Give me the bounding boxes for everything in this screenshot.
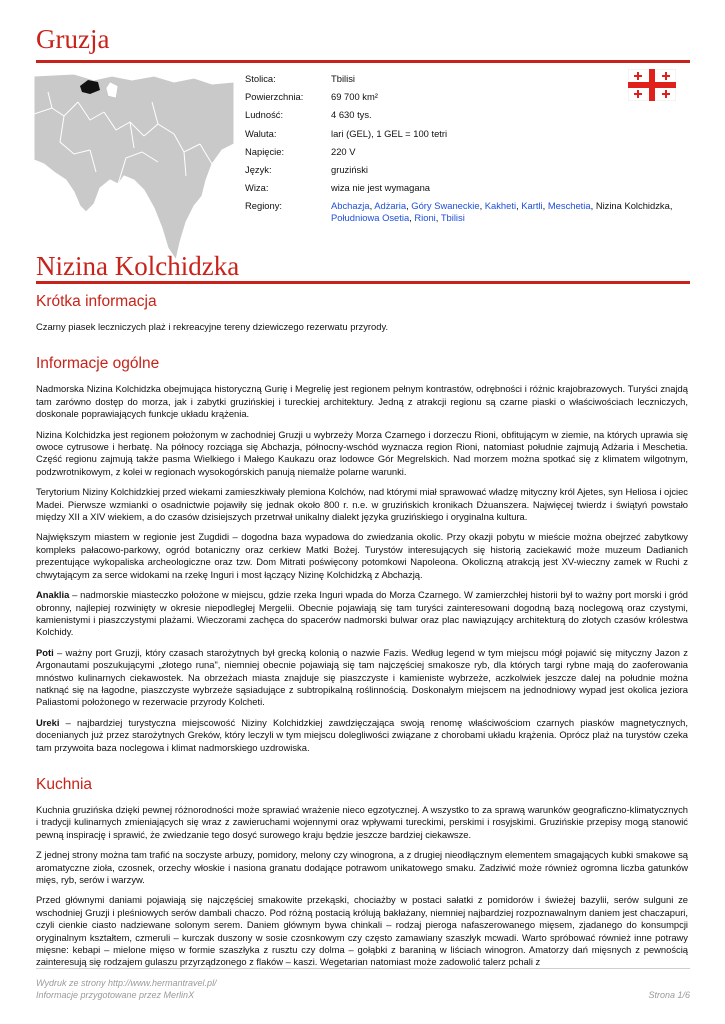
place-description: – najbardziej turystyczna miejscowość Niziny Kolchidzkiej zawdzięczająca swoją renomę właściwościom czarnych piasków magnetycznych, docenianych już przez starożytnych Greków, który leczyli w tym miejscu dolegliwości związane z chorobami układu krążenia. Oprócz plaż na turystów czeka tam przywoita baza noclegowa i klimat nadmorskiego uzdrowiska. — [36, 716, 688, 753]
fact-value: lari (GEL), 1 GEL = 100 tetri — [331, 127, 448, 139]
fact-label: Wiza: — [245, 182, 269, 194]
page-number: Strona 1/6 — [648, 990, 690, 1000]
footer-divider — [36, 968, 690, 969]
title-underline — [36, 60, 690, 63]
region-title: Nizina Kolchidzka — [36, 251, 240, 281]
footer-source: Wydruk ze strony http://www.hermantravel.pl/ — [36, 978, 217, 988]
paragraph: Największym miastem w regionie jest Zugdidi – dogodna baza wypadowa do zwiedzania okolic. Przy okazji pobytu w mieście można obejrzeć zabytkowy kompleks pałacowo-parkowy, ogród botaniczny oraz cerkiew Matki Bożej. Turystów interesujących się historią zaciekawić może muzeum Dadianich prezentujące wykopaliska archeologiczne oraz tzw. Dom Mitrati poświęcony potomkowi Napoleona. Okoliczną atrakcją jest XV-wieczny zamek w Ruchi z chwytającym za serce widokami na rzekę Inguri i most łączący Nizinę Kolchidzką z Abchazją. — [36, 531, 688, 580]
footer-credit: Informacje przygotowane przez MerlinX — [36, 990, 195, 1000]
region-link-adzaria[interactable]: Adżaria — [374, 200, 407, 212]
region-title-underline — [36, 281, 690, 284]
paragraph-ureki — [36, 717, 688, 754]
paragraph-anaklia — [36, 589, 688, 639]
page-footer — [36, 977, 690, 1001]
fact-label: Ludność: — [245, 109, 284, 121]
section-heading-cuisine: Kuchnia — [36, 775, 93, 793]
location-map — [34, 72, 234, 262]
region-link-kakheti[interactable]: Kakheti — [484, 200, 517, 212]
fact-value: 4 630 tys. — [331, 109, 372, 121]
region-link-kartli[interactable]: Kartli — [521, 200, 543, 212]
fact-label: Waluta: — [245, 127, 277, 139]
fact-label: Powierzchnia: — [245, 91, 304, 103]
region-link-tbilisi[interactable]: Tbilisi — [440, 212, 465, 224]
fact-value: 69 700 km² — [331, 91, 378, 103]
paragraph: Kuchnia gruzińska dzięki pewnej różnorodności może sprawiać wrażenie nieco egzotycznej. A wszystko to za sprawą warunków geograficzno-klimatycznych i tradycji kulinarnych zmieniających się wraz z zawieruchami wojennymi oraz wpływami tureckimi, perskimi i rosyjskimi. Gruzińskie przepisy mogą stanowić pewną inspirację i sprawić, że zwiedzanie tego dosyć surowego kraju będzie jeszcze bardziej ciekawsze. — [36, 803, 688, 840]
region-link-gory-swaneckie[interactable]: Góry Swaneckie — [411, 200, 480, 212]
fact-label: Stolica: — [245, 73, 276, 84]
article-content — [36, 292, 688, 977]
facts-table — [245, 73, 691, 224]
region-link-abchazja[interactable]: Abchazja — [331, 200, 370, 212]
place-description: – nadmorskie miasteczko położone w miejscu, gdzie rzeka Inguri wpada do Morza Czarnego. W zamierzchłej historii był to ważny port morski i gród obronny, najlepiej rozwinięty w okresie niepodległej Mergelii. Obecnie pojawiają się tam turyści zainteresowani dogodną bazą noclegową oraz czystymi, kamienistymi i piaszczystymi plażami. Wieczorami zachęca do spacerów nadmorski bulwar oraz plac nawiązujący architekturą do złotych czasów królestwa Kolchidy. — [36, 589, 688, 638]
fact-label: Język: — [245, 163, 272, 175]
fact-value: Tbilisi — [331, 73, 355, 84]
region-link-meschetia[interactable]: Meschetia — [547, 200, 591, 212]
paragraph: Z jednej strony można tam trafić na soczyste arbuzy, pomidory, melony czy winogrona, a z drugiej nieodłącznym elementem smagających kubki smakowe są aromatyczne zioła, czosnek, orzechy włoskie i nasiona granatu dodające potrawom unikatowego smaku. Zadziwić może również ogromna liczba gatunków mięs, ryb, serów i warzyw. — [36, 849, 688, 885]
short-info-text: Czarny piasek leczniczych plaż i rekreacyjne tereny dziewiczego rezerwatu przyrody. — [36, 321, 389, 332]
section-heading-general: Informacje ogólne — [36, 355, 160, 373]
place-name: Anaklia — [36, 589, 70, 601]
region-link-rioni[interactable]: Rioni — [414, 212, 436, 224]
place-name: Ureki — [36, 716, 60, 728]
regions-label: Regiony: — [245, 200, 283, 212]
place-description: – ważny port Gruzji, który czasach starożytnych był grecką kolonią o nazwie Fazis. Według legend w tym miejscu mógł pojawić się mityczny Jazon z Argonautami poszukującymi „złotego runa", niemniej obecnie pojawiają się tam najczęściej smakosze ryb, dla których targi rybne mają do zaoferowania mnóstwo kulinarnych ciekawostek. Na obrzeżach miasta znajduje się piaszczyste i kamieniste wybrzeże, aczkolwiek jeszcze dalej na południe można natknąć się na łagodne, piaszczyste wybrzeże sąsiadujące z subtropikalną roślinnością. Doskonałym miejscem na jednodniowy wypad jest okolica jeziora Paliastomi położonego w rezerwacie przyrody Kolcheti. — [36, 646, 688, 708]
fact-label: Napięcie: — [245, 145, 285, 157]
section-heading-short: Krótka informacja — [36, 293, 157, 310]
paragraph: Nizina Kolchidzka jest regionem położonym w zachodniej Gruzji u wybrzeży Morza Czarnego i dorzeczu Rioni, obfitującym w ziemie, na których uprawia się owoce cytrusowe i herbatę. Na północy rozciąga się Abchazja, północny-wschód wyznacza region Rioni, natomiast południe zajmują Adżaria i Meschetia. Część regionu zajmują także pasma Wielkiego i Małego Kaukazu oraz lodowce Gór Megrelskich. Nad morzem można spotkać się z klimatem wilgotnym, podzwrotnikowym, z kolei w regionach wysokogórskich panują niemalże polarne warunki. — [36, 428, 688, 477]
fact-value: gruziński — [331, 163, 368, 175]
paragraph: Nadmorska Nizina Kolchidzka obejmująca historyczną Gurię i Megrelię jest regionem pełnym kontrastów, odrębności i różnic krajobrazowych. Turyści znajdą tam zarówno dostęp do morza, jak i zabytki gruzińskiej i tureckiej architektury. Jedną z atrakcji regionu są czarne piaski o właściwościach leczniczych, doskonale poprawiających funkcje układu krążenia. — [36, 383, 688, 420]
region-link-poludniowa-osetia[interactable]: Południowa Osetia — [331, 212, 410, 224]
paragraph: Terytorium Niziny Kolchidzkiej przed wiekami zamieszkiwały plemiona Kolchów, nad którymi miał sprawować władzę mityczny król Ajetes, syn Heliosa i ojciec Madei. Pierwsze wzmianki o osadnictwie pojawiły się jednak około 800 r. n.e. w gruzińskich kronikach Dżuanszera. Najwięcej twierdz i świątyń powstało między XII a XIV wiekiem, a do czasów dzisiejszych przetrwał unikalny dialekt języka gruzińskiego i oryginalna kultura. — [36, 486, 688, 523]
place-name: Poti — [36, 646, 54, 658]
fact-value: wiza nie jest wymagana — [331, 182, 431, 194]
georgia-flag-icon — [628, 69, 676, 101]
regions-list: Abchazja, Adżaria, Góry Swaneckie, Kakheti, Kartli, Meschetia, Nizina Kolchidzka, Południowa Osetia, Rioni, Tbilisi — [331, 200, 673, 224]
fact-value: 220 V — [331, 145, 356, 157]
paragraph: Przed głównymi daniami pojawiają się najczęściej smakowite przekąski, chociażby w postaci sałatki z pomidorów i świeżej bazylii, serów sulguni ze wschodniej Gruzji i pleśniowych serów dambali chaczo. Pod różną postacią królują bakłażany, niemniej najbardziej rozpoznawalnym daniem jest chaczapuri, czyli cienkie ciasto nadziewane solonym serem. Daniem głównym bywa chinkali – rodzaj pieroga nafaszerowanego mięsem, zjadanego do konsumpcji oryginalnym kształtem, czmeruli – kurczak duszony w sosie czosnkowym czy często zamawiany szaszłyk mcwadi. Warto spróbować również inne potrawy mięsne: kebapi – mielone mięso w formie szaszłyka z rusztu czy dolma – gołąbki z baraniną w liściach winogron. Amatorzy dań mięsnych z pewnością zainteresują się rodzajem gulaszu przyrządzonego z flaków – kaszi. Wegetarian natomiast może zadowolić talerz pchali z — [36, 894, 688, 968]
paragraph-poti — [36, 647, 688, 709]
region-current: Nizina Kolchidzka — [595, 200, 670, 212]
country-title: Gruzja — [36, 24, 110, 54]
